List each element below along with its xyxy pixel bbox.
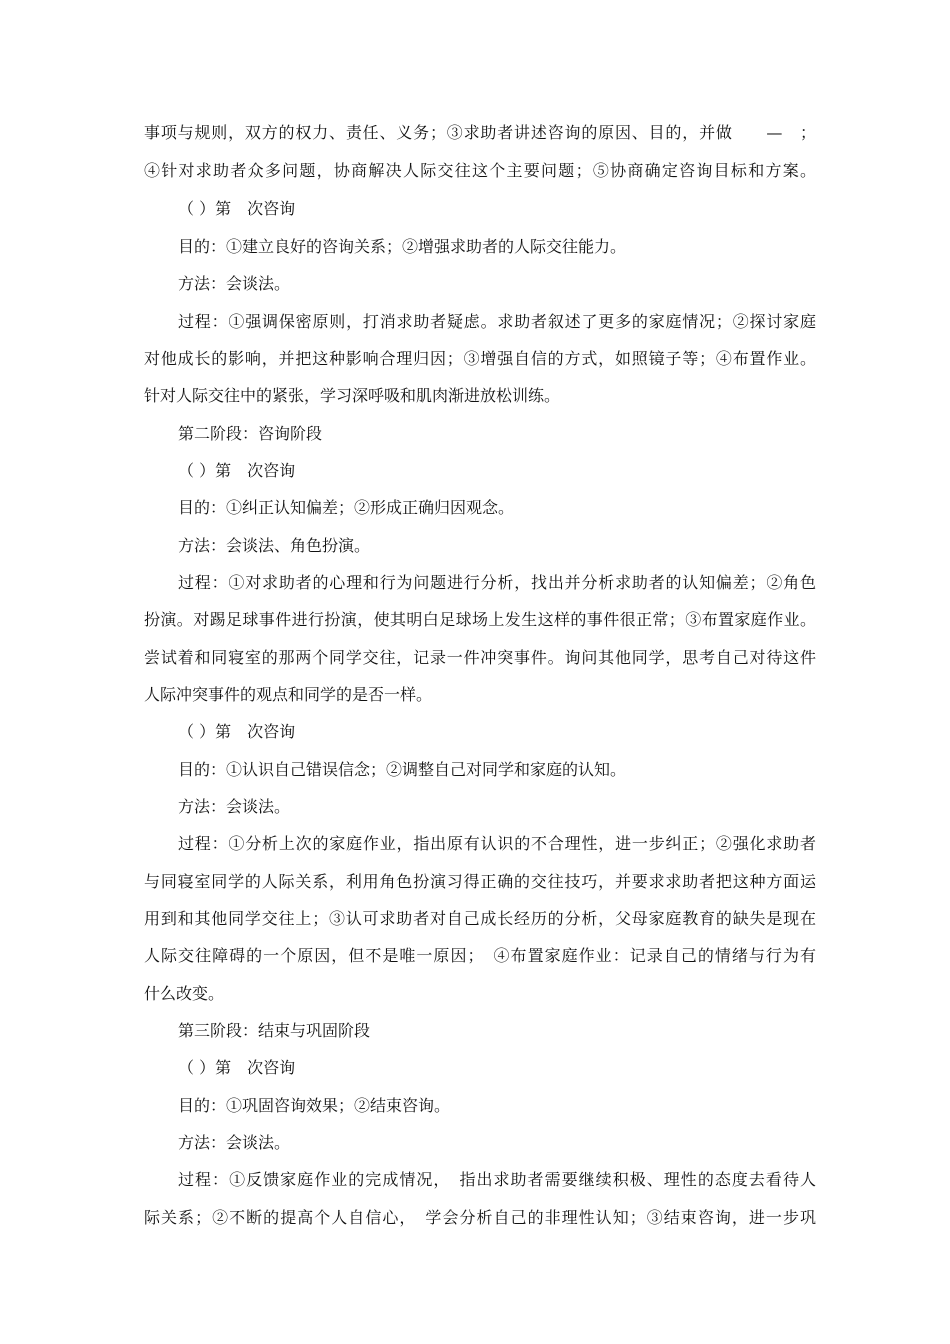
stage-heading: 第二阶段：咨询阶段 — [178, 424, 323, 443]
text-line: ④针对求助者众多问题，协商解决人际交往这个主要问题；⑤协商确定咨询目标和方案。 — [144, 161, 816, 180]
session-heading: （ ）第 次咨询 — [178, 722, 296, 741]
text-line: 对他成长的影响，并把这种影响合理归因；③增强自信的方式，如照镜子等；④布置作业。 — [144, 349, 816, 368]
text-line: 什么改变。 — [144, 984, 225, 1003]
text-line: 事项与规则，双方的权力、责任、义务；③求助者讲述咨询的原因、目的，并做 — ； — [144, 123, 816, 142]
text-line: 人际交往障碍的一个原因，但不是唯一原因； ④布置家庭作业：记录自己的情绪与行为有 — [144, 946, 816, 965]
session-heading: （ ）第 次咨询 — [178, 1058, 296, 1077]
text-line: 目的：①建立良好的咨询关系；②增强求助者的人际交往能力。 — [178, 237, 627, 256]
text-line: 过程：①强调保密原则，打消求助者疑虑。求助者叙述了更多的家庭情况；②探讨家庭 — [178, 312, 816, 331]
text-line: 人际冲突事件的观点和同学的是否一样。 — [144, 685, 433, 704]
text-line: 目的：①巩固咨询效果；②结束咨询。 — [178, 1096, 451, 1115]
text-line: 用到和其他同学交往上；③认可求助者对自己成长经历的分析，父母家庭教育的缺失是现在 — [144, 909, 816, 928]
text-line: 过程：①对求助者的心理和行为问题进行分析，找出并分析求助者的认知偏差；②角色 — [178, 573, 816, 592]
text-line: 目的：①认识自己错误信念；②调整自己对同学和家庭的认知。 — [178, 760, 627, 779]
text-line: 扮演。对踢足球事件进行扮演，使其明白足球场上发生这样的事件很正常；③布置家庭作业。 — [144, 610, 816, 629]
text-line: 方法：会谈法。 — [178, 274, 291, 293]
text-line: 过程：①分析上次的家庭作业，指出原有认识的不合理性，进一步纠正；②强化求助者 — [178, 834, 816, 853]
text-line: 与同寝室同学的人际关系，利用角色扮演习得正确的交往技巧，并要求求助者把这种方面运 — [144, 872, 816, 891]
text-line: 方法：会谈法、角色扮演。 — [178, 536, 371, 555]
text-line: 针对人际交往中的紧张，学习深呼吸和肌肉渐进放松训练。 — [144, 386, 561, 405]
text-line: 方法：会谈法。 — [178, 797, 291, 816]
text-line: 方法：会谈法。 — [178, 1133, 291, 1152]
text-line: 目的：①纠正认知偏差；②形成正确归因观念。 — [178, 498, 515, 517]
session-heading: （ ）第 次咨询 — [178, 461, 296, 480]
session-heading: （ ）第 次咨询 — [178, 199, 296, 218]
stage-heading: 第三阶段：结束与巩固阶段 — [178, 1021, 371, 1040]
text-line: 过程：①反馈家庭作业的完成情况， 指出求助者需要继续积极、理性的态度去看待人 — [178, 1170, 816, 1189]
text-line: 际关系；②不断的提高个人自信心， 学会分析自己的非理性认知；③结束咨询，进一步巩 — [144, 1208, 816, 1227]
text-line: 尝试着和同寝室的那两个同学交往，记录一件冲突事件。询问其他同学，思考自己对待这件 — [144, 648, 816, 667]
